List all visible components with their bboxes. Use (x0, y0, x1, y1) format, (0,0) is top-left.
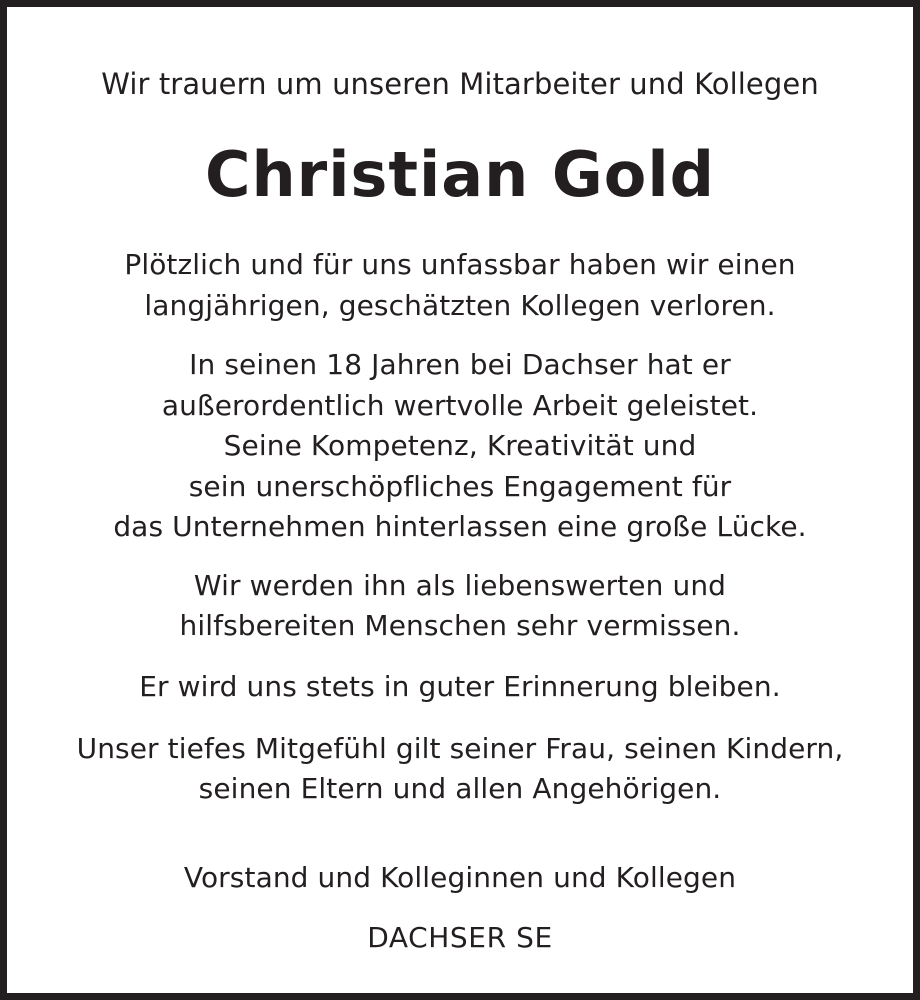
text-line: Er wird uns stets in guter Erinnerung bleiben. (139, 670, 781, 703)
signature-line: Vorstand und Kolleginnen und Kollegen (183, 861, 737, 894)
company-name: DACHSER SE (367, 921, 553, 954)
text-line: Plötzlich und für uns unfassbar haben wir einen (124, 248, 796, 281)
text-line: In seinen 18 Jahren bei Dachser hat er (189, 348, 731, 381)
text-line: Seine Kompetenz, Kreativität und (223, 429, 697, 462)
notice-heading: Wir trauern um unseren Mitarbeiter und Kollegen (101, 67, 819, 101)
deceased-name: Christian Gold (205, 138, 715, 211)
text-line: sein unerschöpfliches Engagement für (188, 470, 732, 503)
text-line: seinen Eltern und allen Angehörigen. (198, 772, 722, 805)
text-line: Unser tiefes Mitgefühl gilt seiner Frau, seinen Kindern, (76, 732, 844, 765)
text-line: Wir werden ihn als liebenswerten und (193, 569, 727, 602)
text-line: langjährigen, geschätzten Kollegen verloren. (144, 289, 776, 322)
text-line: außerordentlich wertvolle Arbeit geleistet. (161, 389, 759, 422)
text-line: das Unternehmen hinterlassen eine große Lücke. (113, 510, 807, 543)
text-line: hilfsbereiten Menschen sehr vermissen. (179, 609, 741, 642)
